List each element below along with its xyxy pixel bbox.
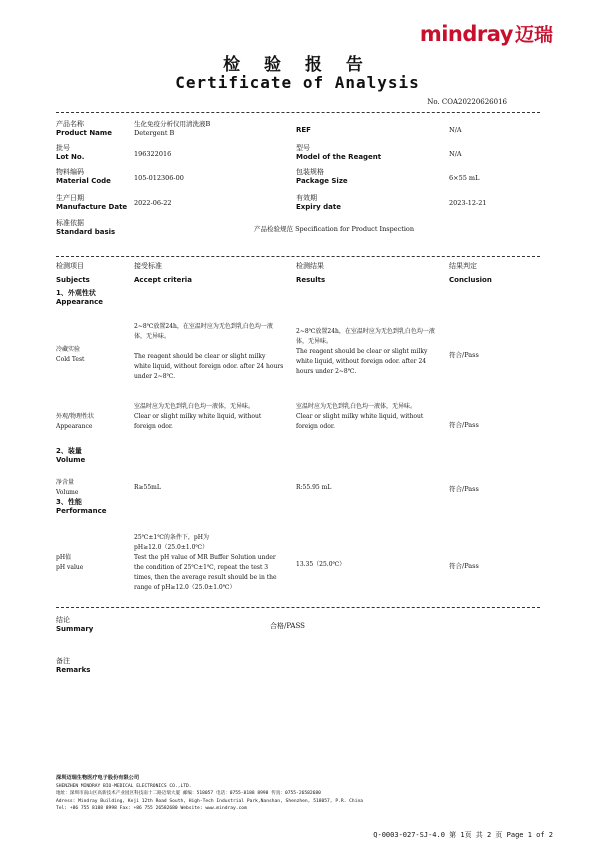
table-row-result: 13.35（25.0℃） xyxy=(296,561,346,568)
title-cn: 检 验 报 告 xyxy=(223,55,372,75)
company-contact: Tel: +86 755 8188 8998 Fax: +86 755 26582680 Website: www.mindray.com xyxy=(56,806,247,811)
table-row-result: 室温时应为无色到乳白色均一液体，无异味。 Clear or slight milky white liquid, without foreign odor. xyxy=(296,403,424,430)
table-row-subject: 外观/物理性状 Appearance xyxy=(56,413,95,430)
standard-basis-label: 标准依据 Standard basis xyxy=(56,219,116,236)
table-row-conclusion: 符合/Pass xyxy=(449,351,479,359)
model-label: 型号 Model of the Reagent xyxy=(296,144,382,161)
standard-basis-value: 产品检验规范 Specification for Product Inspection xyxy=(254,225,415,233)
section-appearance: 1、外观性状 Appearance xyxy=(56,289,103,306)
table-row-subject: 净含量 Volume xyxy=(56,479,79,496)
conclusion-header: 结果判定 Conclusion xyxy=(449,262,492,284)
table-row-criteria: 25℃±1℃的条件下，pH为 pH≥12.0（25.0±1.0℃） Test the pH value of MR Buffer Solution under the condition of 25℃±1℃, repeat the test 3 times, then the average result should be in the range of pH≥12.0（25.0±1.0℃） xyxy=(134,534,277,591)
lot-value: 196322016 xyxy=(134,150,172,158)
divider xyxy=(56,112,540,113)
manufacture-date-value: 2022-06-22 xyxy=(134,199,172,207)
mindray-logo xyxy=(420,20,553,47)
subjects-header: 检测项目 Subjects xyxy=(56,262,90,284)
page-info: Q-0003-027-SJ-4.0 第 1页 共 2 页 Page 1 of 2 xyxy=(373,831,553,839)
company-address-en: Adress: Mindray Building, Keji 12th Road South, High-Tech Industrial Park,Nanshan, Shenzhen, 518057, P.R. China xyxy=(56,798,363,804)
package-size-label: 包装规格 Package Size xyxy=(296,168,348,185)
remarks-label: 备注 Remarks xyxy=(56,657,91,674)
lot-label: 批号 Lot No. xyxy=(56,144,85,161)
table-row-result: R:55.95 mL xyxy=(296,484,332,491)
summary-label: 结论 Summary xyxy=(56,616,94,633)
divider xyxy=(56,607,540,608)
table-row-criteria: 2~8℃放置24h，在室温时应为无色到乳白色均一液体，无异味。 The reagent should be clear or slight milky white liquid, without foreign odor. after 24 hours under 2~8℃. xyxy=(134,323,284,380)
company-name-en: SHENZHEN MINDRAY BIO-MEDICAL ELECTRONICS CO.,LTD. xyxy=(56,783,192,789)
material-code-label: 物料编码 Material Code xyxy=(56,168,111,185)
company-name-cn: 深圳迈瑞生物医疗电子股份有限公司 xyxy=(56,775,140,781)
ref-label: REF xyxy=(296,126,311,134)
table-row-criteria: R≥55mL xyxy=(134,484,161,491)
criteria-header: 接受标准 Accept criteria xyxy=(134,262,192,284)
title-en: Certificate of Analysis xyxy=(175,73,420,92)
expiry-date-value: 2023-12-21 xyxy=(449,199,487,207)
table-row-criteria: 室温时应为无色到乳白色均一液体，无异味。 Clear or slight milky white liquid, without foreign odor. xyxy=(134,403,262,430)
table-row-conclusion: 符合/Pass xyxy=(449,485,479,493)
material-code-value: 105-012306-00 xyxy=(134,174,184,182)
table-row-subject: pH值 pH value xyxy=(56,554,84,571)
product-name-value: 生化免疫分析仪用清洗液B Detergent B xyxy=(134,120,211,137)
results-header: 检测结果 Results xyxy=(296,262,326,284)
table-row-result: 2~8℃放置24h，在室温时应为无色到乳白色均一液体，无异味。 The reagent should be clear or slight milky white liquid, without foreign odor. after 24 hours under 2~8℃. xyxy=(296,328,435,375)
company-footer xyxy=(56,775,363,813)
model-value: N/A xyxy=(449,150,462,158)
table-row-subject: 冷藏实验 Cold Test xyxy=(56,346,85,363)
section-volume: 2、装量 Volume xyxy=(56,447,86,464)
table-row-conclusion: 符合/Pass xyxy=(449,562,479,570)
manufacture-date-label: 生产日期 Manufacture Date xyxy=(56,194,128,211)
package-size-value: 6×55 mL xyxy=(449,174,480,182)
table-row-conclusion: 符合/Pass xyxy=(449,421,479,429)
logo-text-en: mindray xyxy=(419,22,513,46)
summary-value: 合格/PASS xyxy=(270,622,305,630)
document-number: No. COA20220626016 xyxy=(427,98,507,106)
expiry-date-label: 有效期 Expiry date xyxy=(296,194,341,211)
ref-value: N/A xyxy=(449,126,462,134)
company-address-cn: 地址：深圳市南山区高新技术产业园区科技南十二路迈瑞大厦 邮编：518057 电话：0755-8188 8998 传真：0755-26582680 xyxy=(56,791,321,796)
logo-text-cn: 迈瑞 xyxy=(514,24,553,46)
section-performance: 3、性能 Performance xyxy=(56,498,107,515)
divider xyxy=(56,256,540,257)
product-name-label: 产品名称 Product Name xyxy=(56,120,112,137)
